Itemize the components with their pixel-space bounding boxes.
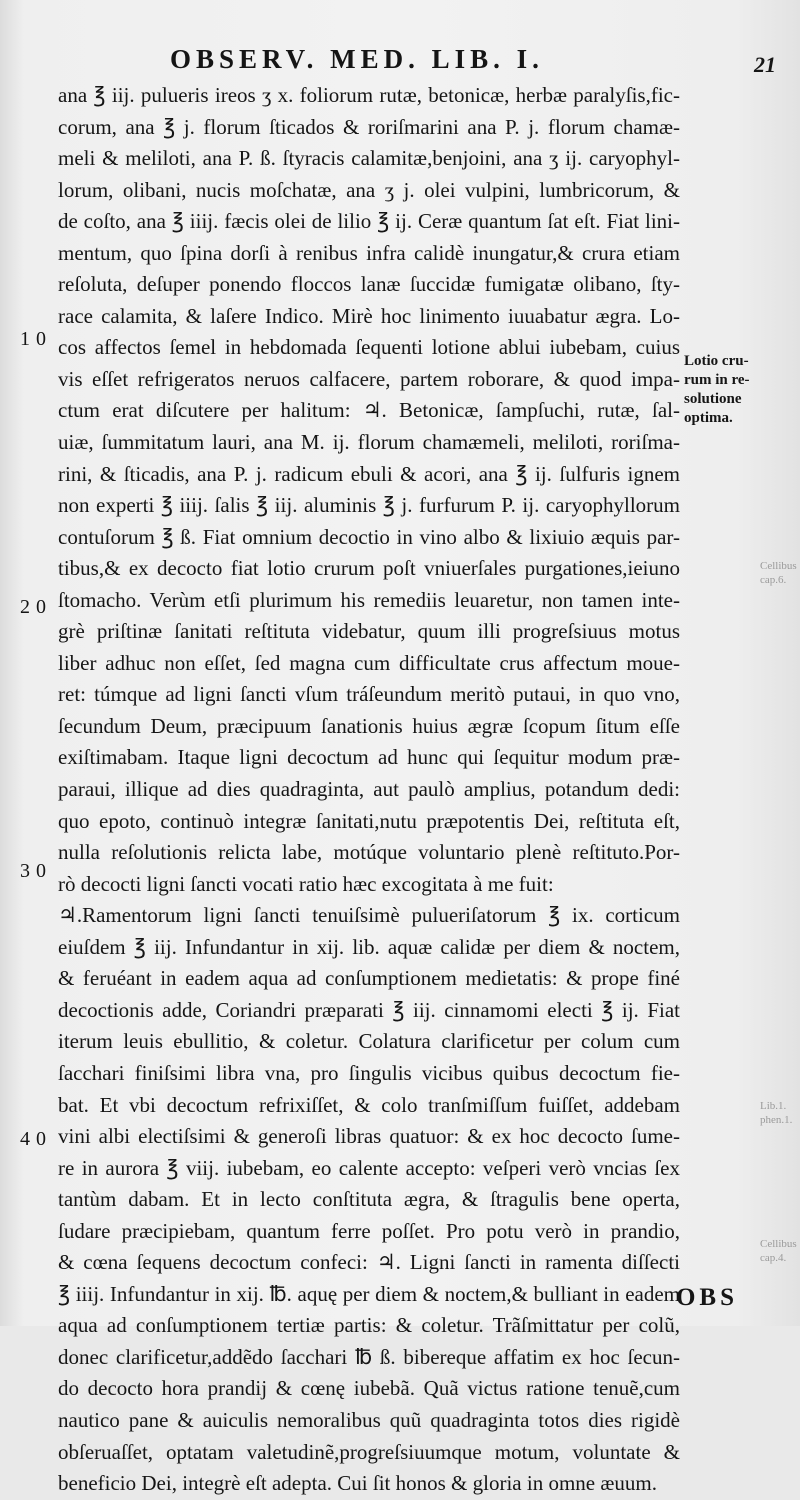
show-through-text: Cellibus xyxy=(760,1238,797,1250)
text-line: re in aurora ℥ viij. iubebam, eo calente accepto: veſperi verò vncias ſex xyxy=(58,1155,680,1180)
text-line: eiuſdem ℥ iij. Infundantur in xij. lib. aquæ calidæ per diem & noctem, xyxy=(58,934,680,959)
marginal-note-line: rum in re- xyxy=(684,372,750,388)
text-line: quo epoto, continuò integræ ſanitati,nutu præpotentis Dei, reſtituta eſt, xyxy=(58,808,680,833)
line-number: 10 xyxy=(20,328,52,350)
show-through-text: cap.4. xyxy=(760,1252,787,1264)
running-head: OBSERV. MED. LIB. I. xyxy=(170,44,544,74)
text-line: vis eſſet refrigeratos neruos calfacere, partem roborare, & quod impa- xyxy=(58,366,680,391)
text-line: obſeruaſſet, optatam valetudinẽ,progreſsiuumque motum, voluntate & xyxy=(58,1439,680,1464)
text-line: & feruéant in eadem aqua ad conſumptionem medietatis: & prope finé xyxy=(58,966,680,991)
page-number: 21 xyxy=(754,52,776,77)
text-line: ctum erat diſcutere per halitum: ♃. Betonicæ, ſampſuchi, rutæ, ſal- xyxy=(58,398,680,423)
line-number: 40 xyxy=(20,1128,52,1150)
text-line: exiſtimabam. Itaque ligni decoctum ad hunc qui ſequitur modum præ- xyxy=(58,745,680,770)
text-line: cos affectos ſemel in hebdomada ſequenti lotione ablui iubebam, cuius xyxy=(58,335,680,360)
text-line: de coſto, ana ℥ iiij. fæcis olei de lilio ℥ ij. Ceræ quantum ſat eſt. Fiat lini- xyxy=(58,209,680,234)
text-line: mentum, quo ſpina dorſi à renibus infra calidè inungatur,& crura etiam xyxy=(58,240,680,265)
text-line: meli & meliloti, ana P. ß. ſtyracis calamitæ,benjoini, ana ʒ ij. caryophyl- xyxy=(58,146,680,171)
text-line: ſudare præcipiebam, quantum ferre poſſet. Pro potu verò in prandio, xyxy=(58,1218,680,1243)
text-line: ſacchari finiſsimi libra vna, pro ſingulis vicibus quibus decoctum fie- xyxy=(58,1060,680,1085)
marginal-note xyxy=(684,352,796,428)
text-line: do decocto hora prandij & cœnę iubebã. Quã victus ratione tenuẽ,cum xyxy=(58,1376,680,1401)
show-through-text: phen.1. xyxy=(760,1114,793,1126)
show-through-text: Lib.1. xyxy=(760,1100,787,1112)
show-through-text: Cellibus xyxy=(760,560,797,572)
text-line: tibus,& ex decocto fiat lotio crurum poſt vniuerſales purgationes,ieiuno xyxy=(58,556,680,581)
text-line: decoctionis adde, Coriandri præparati ℥ iij. cinnamomi electi ℥ ij. Fiat xyxy=(58,997,680,1022)
text-line: donec clarificetur,addẽdo ſacchari ℔ ß. bibereque affatim ex hoc ſecun- xyxy=(58,1344,680,1369)
text-line: ret: túmque ad ligni ſancti vſum tráſeundum meritò putaui, in quo vno, xyxy=(58,682,680,707)
text-line: & cœna ſequens decoctum confeci: ♃. Ligni ſancti in ramenta diſſecti xyxy=(58,1250,680,1275)
text-line: uiæ, ſummitatum lauri, ana M. ij. florum chamæmeli, meliloti, roriſma- xyxy=(58,430,680,455)
marginal-note-line: solutione xyxy=(684,391,742,407)
text-line: nulla reſolutionis relicta labe, motúque voluntario plenè reſtituto.Por- xyxy=(58,840,680,865)
text-line: tantùm dabam. Et in lecto conſtituta ægra, & ſtragulis bene operta, xyxy=(58,1187,680,1212)
text-line: ℥ iiij. Infundantur in xij. ℔. aquę per diem & noctem,& bulliant in eadem xyxy=(58,1281,680,1306)
text-line: rini, & ſticadis, ana P. j. radicum ebuli & acori, ana ℥ ij. ſulfuris ignem xyxy=(58,461,680,486)
page-header xyxy=(0,44,800,80)
text-line: contuſorum ℥ ß. Fiat omnium decoctio in vino albo & lixiuio æquis par- xyxy=(58,524,680,549)
text-line: ſtomacho. Verùm etſi plurimum his remediis leuaretur, non tamen inte- xyxy=(58,587,680,612)
show-through-text: cap.6. xyxy=(760,574,787,586)
text-line: race calamita, & laſere Indico. Mirè hoc linimento iuuabatur ægra. Lo- xyxy=(58,303,680,328)
text-line: liber adhuc non eſſet, ſed magna cum difficultate crus affectum moue- xyxy=(58,650,680,675)
text-line: grè priſtinæ ſanitati reſtituta videbatur, quum illi progreſsiuus motus xyxy=(58,619,680,644)
marginal-note-line: Lotio cru- xyxy=(684,353,749,369)
text-line: vini albi electiſsimi & generoſi libras quatuor: & ex hoc decocto ſume- xyxy=(58,1124,680,1149)
text-line: lorum, olibani, nucis moſchatæ, ana ʒ j. olei vulpini, lumbricorum, & xyxy=(58,177,680,202)
text-line: iterum leuis ebullitio, & coletur. Colatura clarificetur per colum cum xyxy=(58,1029,680,1054)
text-line: bat. Et vbi decoctum refrixiſſet, & colo tranſmiſſum fuiſſet, addebam xyxy=(58,1092,680,1117)
catchword: OBS xyxy=(675,1284,738,1311)
text-line: reſoluta, deſuper ponendo floccos lanæ ſuccidæ fumigatæ olibano, ſty- xyxy=(58,272,680,297)
text-line: nautico pane & auiculis nemoralibus quũ quadraginta totos dies rigidè xyxy=(58,1407,680,1432)
text-line: ♃.Ramentorum ligni ſancti tenuiſsimè pulueriſatorum ℥ ix. corticum xyxy=(58,903,680,928)
text-line: ana ℥ iij. pulueris ireos ʒ x. foliorum rutæ, betonicæ, herbæ paralyſis,fic- xyxy=(58,83,680,107)
text-line: non experti ℥ iiij. ſalis ℥ iij. aluminis ℥ j. furfurum P. ij. caryophyllorum xyxy=(58,493,680,518)
marginal-note-line: optima. xyxy=(684,410,733,426)
body-text xyxy=(58,80,680,1500)
text-line: ſecundum Deum, præcipuum ſanationis huius ægræ ſcopum ſitum eſſe xyxy=(58,713,680,738)
line-number: 20 xyxy=(20,596,52,618)
line-number: 30 xyxy=(20,860,52,882)
text-line: paraui, illique ad dies quadraginta, aut paulò amplius, potandum dedi: xyxy=(58,777,680,802)
text-line: rò decocti ligni ſancti vocati ratio hæc excogitata à me fuit: xyxy=(58,871,554,896)
text-line: corum, ana ℥ j. florum ſticados & roriſmarini ana P. j. florum chamæ- xyxy=(58,114,680,139)
text-line: beneficio Dei, integrè eſt adepta. Cui ſit honos & gloria in omne æuum. xyxy=(58,1471,657,1496)
text-line: aqua ad conſumptionem tertiæ partis: & coletur. Trãſmittatur per colũ, xyxy=(58,1313,680,1338)
